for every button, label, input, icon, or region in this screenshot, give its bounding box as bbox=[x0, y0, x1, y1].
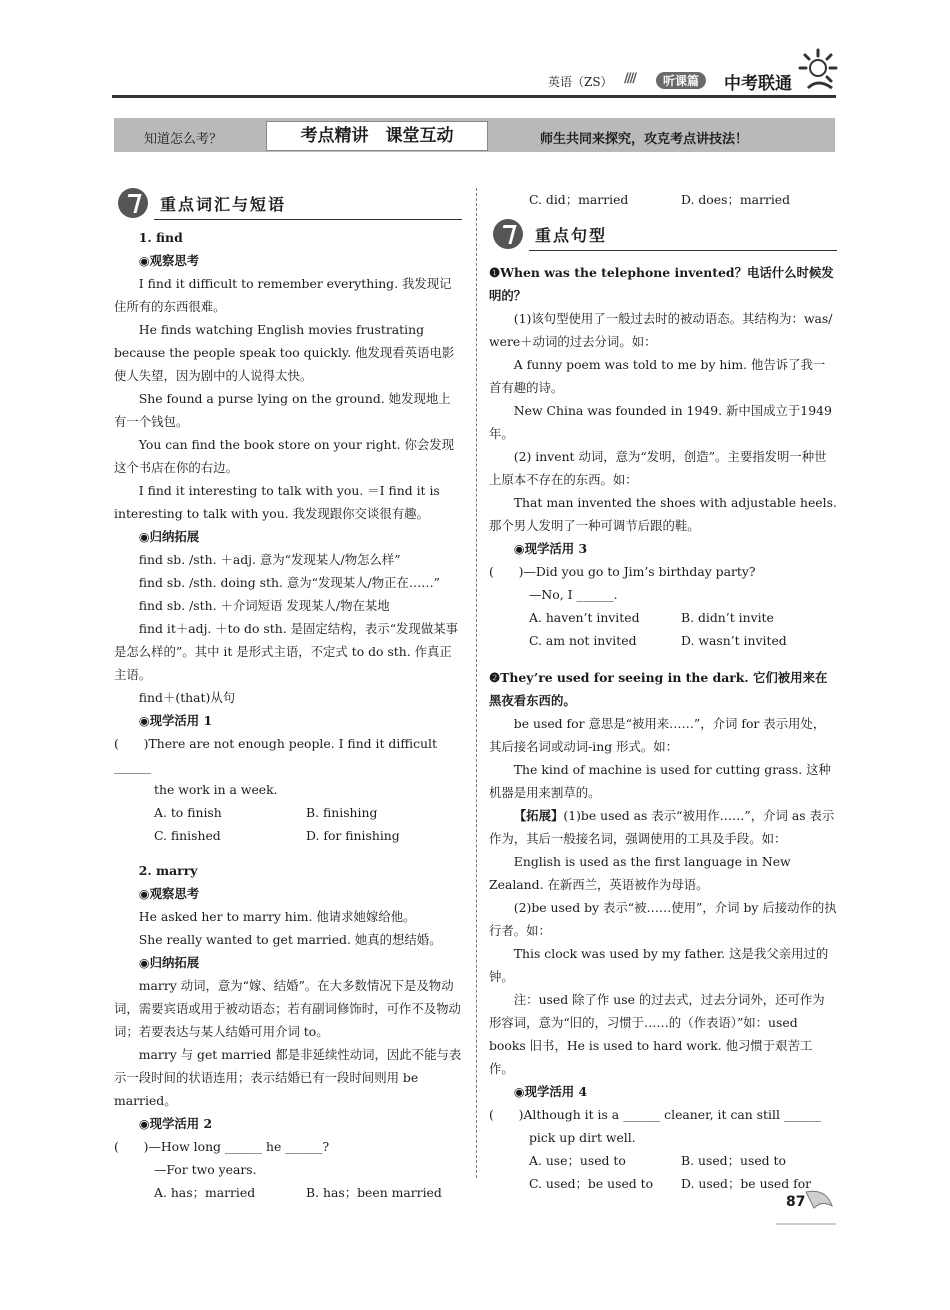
example-sentence: He finds watching English movies frustrating because the people speak too quickly. 他发现看英语电影使人失望，因为剧中的人说得太快。 bbox=[114, 322, 455, 383]
explanation-text: (2) invent 动词，意为“发明，创造”。主要指发明一种世上原本不存在的东西。如： bbox=[489, 449, 827, 487]
page-header bbox=[112, 64, 836, 98]
right-column bbox=[489, 188, 837, 1195]
section-title: 重点词汇与短语 bbox=[160, 195, 287, 214]
banner-right-text: 师生共同来探究，攻克考点讲技法！ bbox=[540, 132, 749, 147]
header-brand: 中考联通 bbox=[724, 74, 792, 94]
options-row bbox=[114, 801, 462, 824]
explanation-text: be used for 意思是“被用来……”，介词 for 表示用处，其后接名词或动词-ing 形式。如： bbox=[489, 716, 826, 754]
item-heading: 1. find bbox=[138, 230, 183, 245]
question-text: —For two years. bbox=[154, 1162, 257, 1177]
option-c[interactable]: C. am not invited bbox=[529, 633, 637, 648]
example-sentence: She really wanted to get married. 她真的想结婚。 bbox=[138, 932, 442, 947]
question-text: ( )—How long ______ he ______? bbox=[114, 1139, 330, 1154]
summary-text: find sb. /sth. ＋介词短语 发现某人/物在某地 bbox=[138, 598, 390, 613]
left-column bbox=[114, 188, 462, 1204]
example-sentence: English is used as the first language in New Zealand. 在新西兰，英语被作为母语。 bbox=[489, 854, 791, 892]
options-row bbox=[489, 1149, 837, 1172]
column-divider bbox=[476, 188, 478, 1178]
page-corner-icon bbox=[776, 1186, 836, 1230]
question-text: ( )There are not enough people. I find it difficult ______ bbox=[114, 736, 437, 774]
option-b[interactable]: B. finishing bbox=[306, 805, 378, 820]
option-a[interactable]: A. use；used to bbox=[529, 1153, 626, 1168]
summary-label: ◉归纳拓展 bbox=[138, 955, 200, 970]
section-icon bbox=[493, 219, 523, 249]
section-header-sentences bbox=[493, 219, 837, 251]
item-heading: 2. marry bbox=[138, 863, 198, 878]
option-d[interactable]: D. does；married bbox=[681, 192, 791, 207]
observe-label: ◉观察思考 bbox=[138, 253, 200, 268]
option-d[interactable]: D. used；be used for bbox=[681, 1176, 812, 1191]
options-row bbox=[114, 1181, 462, 1204]
section-underline bbox=[154, 219, 462, 220]
example-sentence: This clock was used by my father. 这是我父亲用过的钟。 bbox=[489, 946, 829, 984]
options-row bbox=[489, 629, 837, 652]
page-number: 87 bbox=[786, 1194, 806, 1210]
header-section-pill: 听课篇 bbox=[656, 72, 706, 89]
sun-logo-icon bbox=[798, 48, 838, 92]
section-header-vocab bbox=[118, 188, 462, 220]
question-text: pick up dirt well. bbox=[529, 1130, 636, 1145]
practice-label: ◉现学活用 2 bbox=[138, 1116, 213, 1131]
example-sentence: That man invented the shoes with adjustable heels. 那个男人发明了一种可调节后跟的鞋。 bbox=[489, 495, 837, 533]
header-rule bbox=[112, 95, 836, 98]
summary-text: marry 与 get married 都是非延续性动词，因此不能与表示一段时间的状语连用；表示结婚已有一段时间则用 be married。 bbox=[114, 1047, 462, 1108]
option-c[interactable]: C. did；married bbox=[529, 192, 629, 207]
observe-label: ◉观察思考 bbox=[138, 886, 200, 901]
example-sentence: I find it interesting to talk with you. ＝I find it is interesting to talk with you. 我发现跟你交谈很有趣。 bbox=[114, 483, 440, 521]
example-sentence: The kind of machine is used for cutting grass. 这种机器是用来割草的。 bbox=[489, 762, 831, 800]
option-d[interactable]: D. wasn’t invited bbox=[681, 633, 787, 648]
pattern-title: ❷They’re used for seeing in the dark. 它们被用来在黑夜看东西的。 bbox=[489, 670, 828, 708]
example-sentence: New China was founded in 1949. 新中国成立于1949年。 bbox=[489, 403, 832, 441]
example-sentence: You can find the book store on your right. 你会发现这个书店在你的右边。 bbox=[114, 437, 455, 475]
extension-label: 【拓展】 bbox=[513, 808, 564, 823]
summary-text: find＋(that)从句 bbox=[138, 690, 236, 705]
explanation-text: (1)该句型使用了一般过去时的被动语态。其结构为：was/ were＋动词的过去分词。如： bbox=[489, 311, 833, 349]
summary-label: ◉归纳拓展 bbox=[138, 529, 200, 544]
example-sentence: I find it difficult to remember everything. 我发现记住所有的东西很难。 bbox=[114, 276, 452, 314]
extension-body: (1)be used as 表示“被用作……”，介词 as 表示作为，其后一般接名词，强调使用的工具及手段。如： bbox=[489, 808, 835, 846]
options-row bbox=[114, 824, 462, 847]
page-number-badge bbox=[776, 1186, 836, 1226]
header-subject: 英语（ZS） bbox=[548, 75, 613, 89]
summary-text: find sb. /sth. doing sth. 意为“发现某人/物正在……” bbox=[138, 575, 440, 590]
pattern-title: ❶When was the telephone invented？电话什么时候发明的？ bbox=[489, 265, 834, 303]
header-slashes: //// bbox=[624, 71, 635, 86]
example-sentence: A funny poem was told to me by him. 他告诉了我一首有趣的诗。 bbox=[489, 357, 826, 395]
section-title: 重点句型 bbox=[535, 226, 608, 245]
options-row bbox=[489, 606, 837, 629]
options-row bbox=[489, 188, 837, 211]
option-c[interactable]: C. used；be used to bbox=[529, 1176, 654, 1191]
section-icon bbox=[118, 188, 148, 218]
question-text: ( )—Did you go to Jim’s birthday party? bbox=[489, 564, 756, 579]
section-underline bbox=[529, 250, 837, 251]
practice-label: ◉现学活用 4 bbox=[513, 1084, 588, 1099]
banner-left-text: 知道怎么考？ bbox=[144, 132, 223, 147]
question-text: —No, I ______. bbox=[529, 587, 618, 602]
explanation-text: (2)be used by 表示“被……使用”，介词 by 后接动作的执行者。如： bbox=[489, 900, 837, 938]
option-d[interactable]: D. for finishing bbox=[306, 828, 400, 843]
practice-label: ◉现学活用 1 bbox=[138, 713, 213, 728]
option-a[interactable]: A. haven’t invited bbox=[529, 610, 640, 625]
summary-text: marry 动词，意为“嫁、结婚”。在大多数情况下是及物动词，需要宾语或用于被动语态；若有副词修饰时，可作不及物动词；若要表达与某人结婚可用介词 to。 bbox=[114, 978, 461, 1039]
note-text: 注：used 除了作 use 的过去式，过去分词外，还可作为形容词，意为“旧的，习惯于……的（作表语）”如：used books 旧书，He is used to hard work. 他习惯于艰苦工作。 bbox=[489, 992, 825, 1076]
banner-center-title: 考点精讲 课堂互动 bbox=[266, 121, 488, 151]
example-sentence: She found a purse lying on the ground. 她发现地上有一个钱包。 bbox=[114, 391, 451, 429]
option-b[interactable]: B. used；used to bbox=[681, 1153, 786, 1168]
question-text: the work in a week. bbox=[154, 782, 278, 797]
banner bbox=[114, 118, 835, 152]
summary-text: find sb. /sth. ＋adj. 意为“发现某人/物怎么样” bbox=[138, 552, 401, 567]
summary-text: find it＋adj. ＋to do sth. 是固定结构，表示“发现做某事是怎么样的”。其中 it 是形式主语，不定式 to do sth. 作真正主语。 bbox=[114, 621, 458, 682]
option-a[interactable]: A. has；married bbox=[154, 1185, 256, 1200]
practice-label: ◉现学活用 3 bbox=[513, 541, 588, 556]
option-b[interactable]: B. has；been married bbox=[306, 1185, 442, 1200]
example-sentence: He asked her to marry him. 他请求她嫁给他。 bbox=[138, 909, 416, 924]
extension-text bbox=[489, 804, 837, 850]
question-text: ( )Although it is a ______ cleaner, it can still ______ bbox=[489, 1107, 822, 1122]
option-a[interactable]: A. to finish bbox=[154, 805, 222, 820]
option-b[interactable]: B. didn’t invite bbox=[681, 610, 774, 625]
option-c[interactable]: C. finished bbox=[154, 828, 221, 843]
